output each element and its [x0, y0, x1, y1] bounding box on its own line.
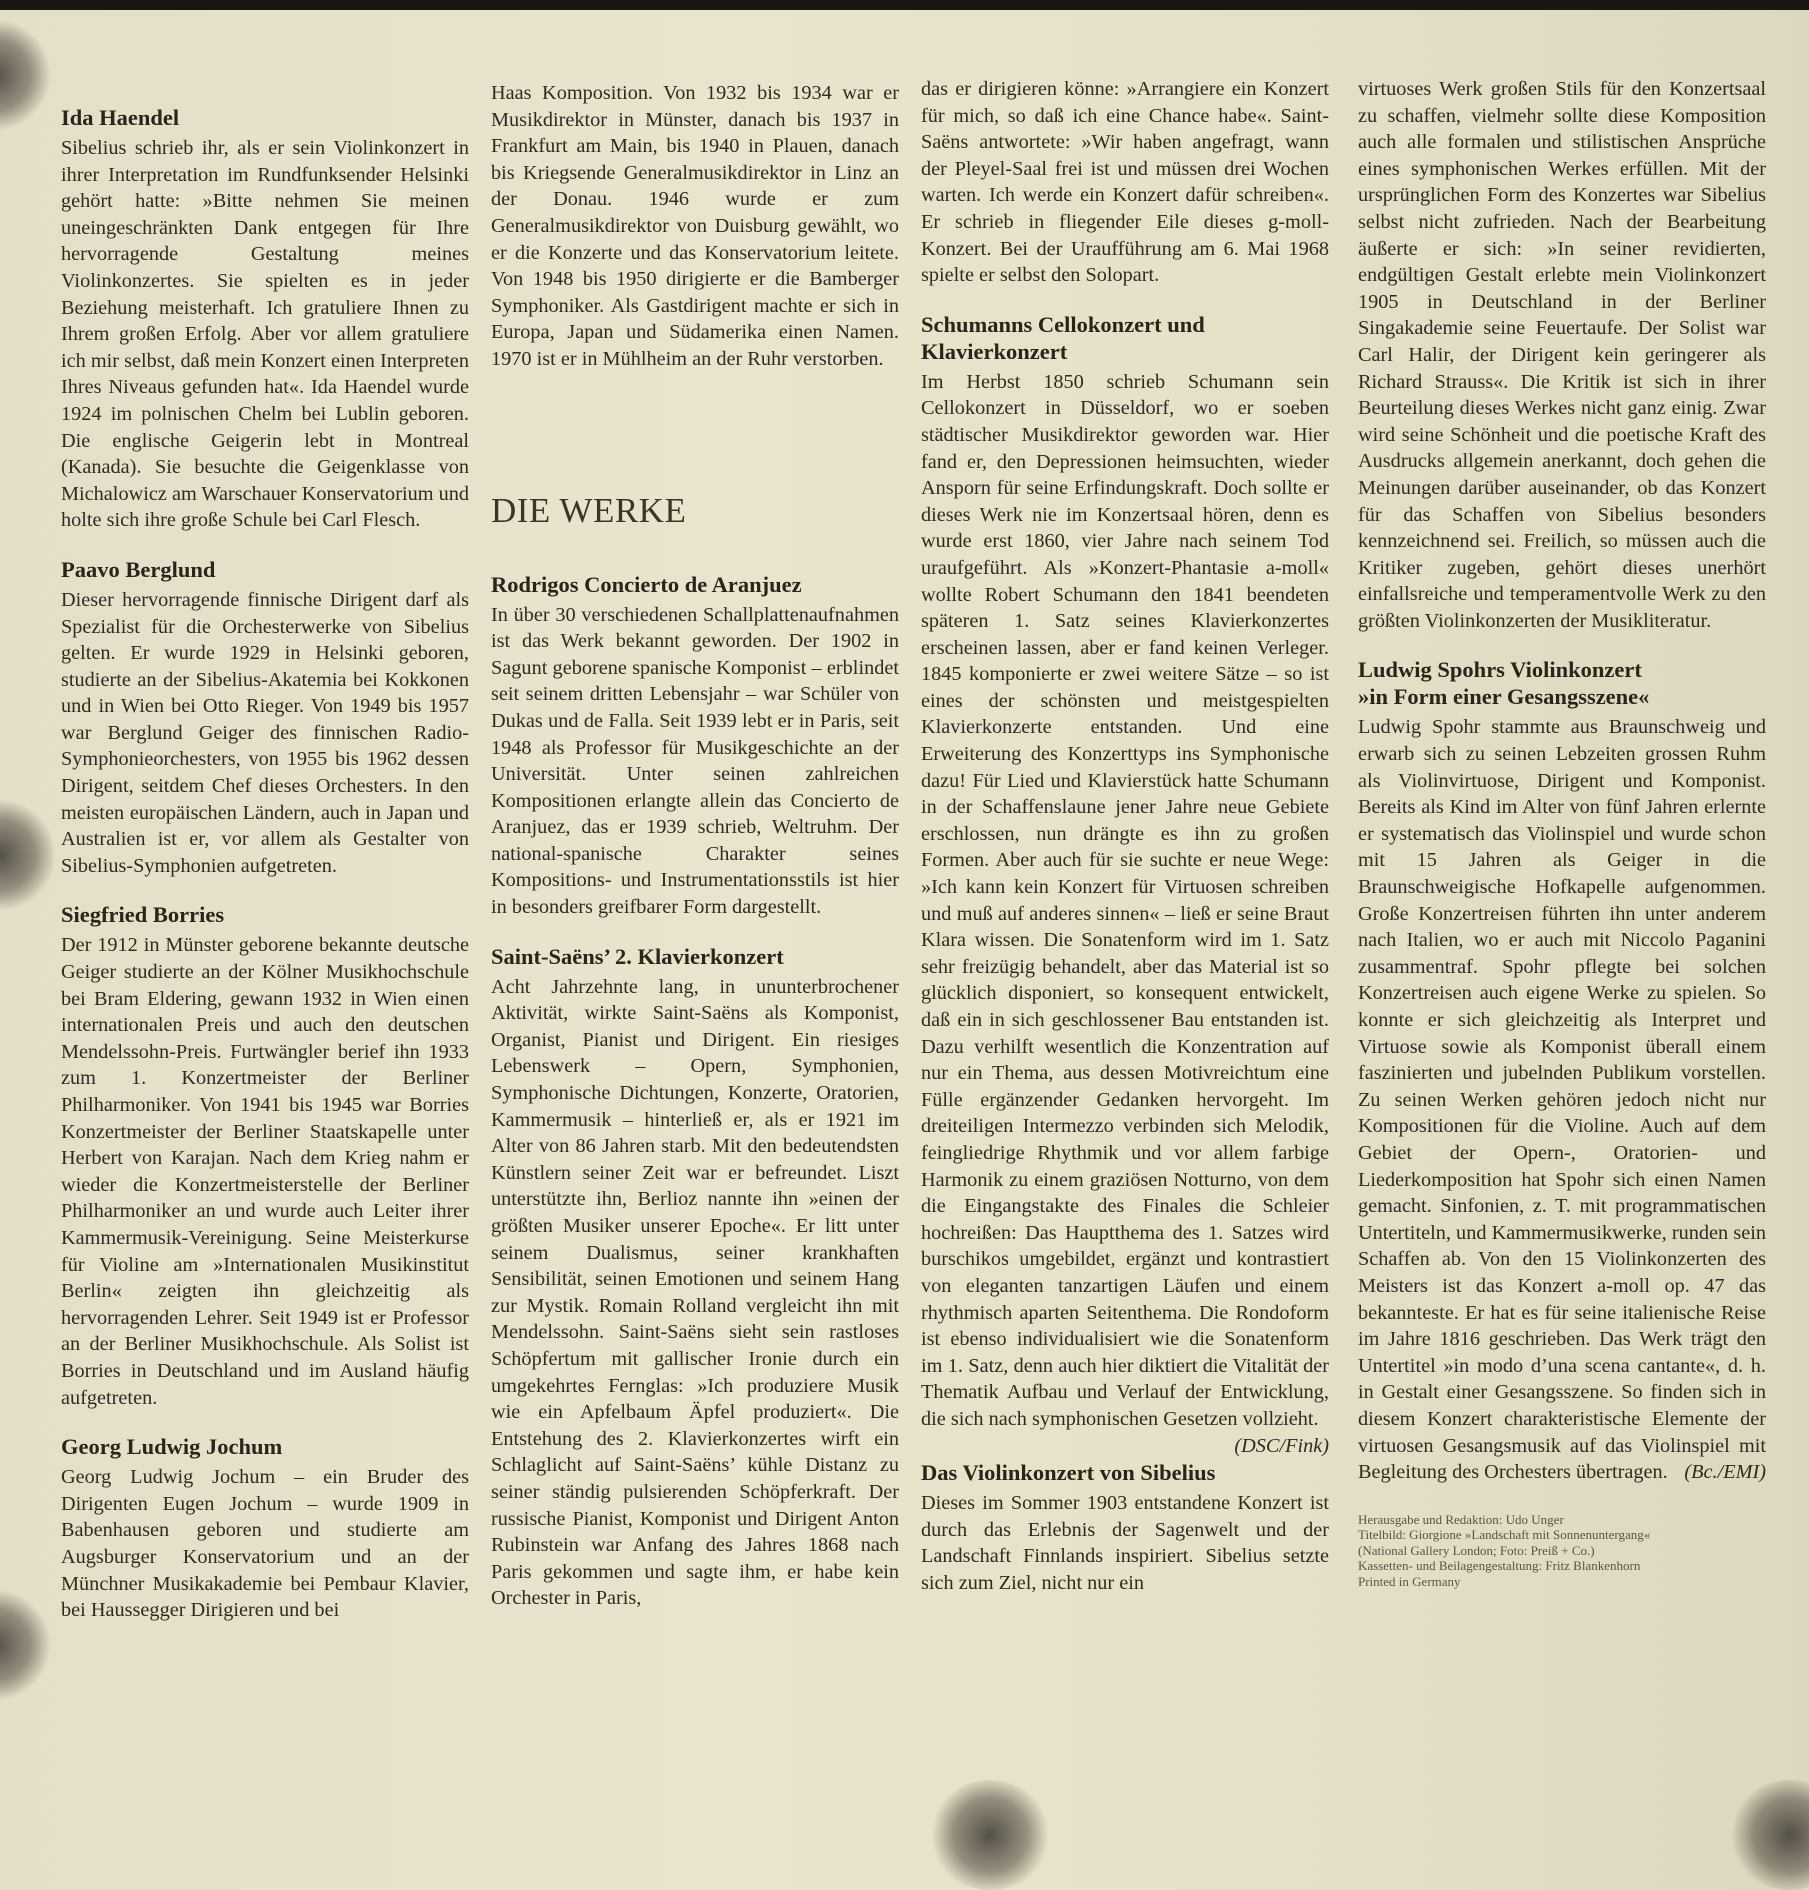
section-heading: Georg Ludwig Jochum	[61, 1434, 283, 1460]
section-heading: Paavo Berglund	[61, 556, 216, 582]
paragraph: Sibelius schrieb ihr, als er sein Violinkonzert in ihrer Interpretation im Rundfunksender Helsinki gehört hatte: »Bitte nehmen Sie meinen uneingeschränkten Dank entgegen für Ihre hervorragende Gestaltung meines Violinkonzertes. Sie spielten es in jeder Beziehung meisterhaft. Ich gratuliere Ihnen zu Ihrem großen Erfolg. Aber vor allem gratuliere ich mir selbst, daß mein Konzert einen Interpreten Ihres Niveaus gefunden hat«. Ida Haendel wurde 1924 im polnischen Chelm bei Lublin geboren. Die englische Geigerin lebt in Montreal (Kanada). Sie besuchte die Geigenklasse von Michalowicz am Warschauer Konservatorium und holte sich ihre große Schule bei Carl Flesch.	[61, 137, 469, 532]
work-saint-saens	[491, 943, 899, 1612]
column-4	[1358, 76, 1766, 1589]
work-sibelius	[921, 1459, 1329, 1596]
bio-paavo-berglund	[61, 556, 469, 880]
paragraph-text: Im Herbst 1850 schrieb Schumann sein Cellokonzert in Düsseldorf, wo er soeben städtischer Musikdirektor geworden war. Hier fand er, den Depressionen heimsuchten, wieder Ansporn für seine Erfindungskraft. Doch sollte er dieses Werk nie im Konzertsaal hören, denn es wurde erst 1860, vier Jahre nach seinem Tod uraufgeführt. Als »Konzert-Phantasie a-moll« wollte Robert Schumann den 1841 beendeten späteren 1. Satz seines Klavierkonzertes erscheinen lassen, aber er fand keinen Verleger. 1845 komponierte er zwei weitere Sätze – so ist eines der schönsten und meistgespielten Klavierkonzerte entstanden. Und eine Erweiterung des Konzerttyps ins Symphonische dazu! Für Lied und Klavierstück hatte Schumann in der Schaffenslaune jener Jahre neue Gebiete erschlossen, nun drängte es ihn zu großen Formen. Aber auch für sie suchte er neue Wege: »Ich kann kein Konzert für Virtuosen schreiben und muß auf anderes sinnen« – ließ er seine Braut Klara wissen. Die Sonatenform wird im 1. Satz sehr freizügig behandelt, aber das Material ist so glücklich disponiert, so konsequent entwickelt, daß ein in sich geschlossener Bau entstanden ist. Dazu verhilft wesentlich die Konzentration auf nur ein Thema, aus dessen Motivreichtum eine Fülle ergänzender Gedanken hervorgeht. Im dreiteiligen Intermezzo verbinden sich Melodik, feingliedrige Rhythmik und vor allem farbige Harmonik zu einem graziösen Notturno, von dem die Eingangstakte des Finales die Schleier hochreißen: Das Hauptthema des 1. Satzes wird burschikos umgebildet, ergänzt und kontrastiert von eleganten tanzartigen Läufen und einem rhythmisch aparten Seitenthema. Die Rondoform ist ebenso individualisiert wie die Sonatenform im 1. Satz, denn auch hier diktiert die Vitalität der Thematik Aufbau und Verlauf der Entwicklung, die sich nach symphonischen Gesetzen vollzieht.	[921, 370, 1329, 1430]
page-blemish	[930, 1780, 1050, 1890]
column-1	[61, 104, 469, 1624]
bio-georg-ludwig-jochum	[61, 1433, 469, 1624]
page-blemish	[0, 20, 50, 130]
paragraph: Der 1912 in Münster geborene bekannte deutsche Geiger studierte an der Kölner Musikhochschule bei Bram Eldering, gewann 1932 in Wien einen internationalen Preis und auch den deutschen Mendelssohn-Preis. Furtwängler berief ihn 1933 zum 1. Konzertmeister der Berliner Philharmoniker. Von 1941 bis 1945 war Borries Konzertmeister der Berliner Staatskapelle unter Herbert von Karajan. Nach dem Krieg nahm er wieder die Konzertmeisterstelle der Berliner Philharmoniker an und wurde auch Leiter ihrer Kammermusik-Vereinigung. Seine Meisterkurse für Violine am »Internationalen Musikinstitut Berlin« zeigten ihn gleichzeitig als hervorragenden Lehrer. Seit 1949 ist er Professor an der Berliner Musikhochschule. Als Solist ist Borries in Deutschland und im Ausland häufig aufgetreten.	[61, 934, 469, 1409]
credit-line: (National Gallery London; Foto: Preiß + Co.)	[1358, 1542, 1595, 1558]
section-heading: Ida Haendel	[61, 105, 180, 130]
credit-line: Titelbild: Giorgione »Landschaft mit Sonnenuntergang«	[1358, 1527, 1651, 1543]
section-heading: Das Violinkonzert von Sibelius	[921, 1460, 1216, 1486]
column-3	[921, 76, 1329, 1596]
work-schumann	[921, 311, 1329, 1457]
bio-ida-haendel	[61, 104, 469, 534]
section-title: DIE WERKE	[491, 490, 687, 530]
work-rodrigo	[491, 571, 899, 921]
paragraph: Dieser hervorragende finnische Dirigent darf als Spezialist für die Orchesterwerke von Sibelius gelten. Er wurde 1929 in Helsinki geboren, studierte an der Sibelius-Akatemia bei Kokkonen und in Wien bei Otto Rieger. Von 1949 bis 1957 war Berglund Geiger des finnischen Radio-Symphonieorchesters, von 1955 bis 1962 dessen Dirigent, seitdem Chef dieses Orchesters. In den meisten europäischen Ländern, auch in Japan und Australien ist er, vor allem als Gestalter von Sibelius-Symphonien aufgetreten.	[61, 588, 469, 877]
section-heading: Saint-Saëns’ 2. Klavierkonzert	[491, 943, 784, 969]
column-2	[491, 80, 899, 1612]
credit-line: Printed in Germany	[1358, 1573, 1461, 1589]
paragraph: Dieses im Sommer 1903 entstandene Konzert ist durch das Erlebnis der Sagenwelt und der Landschaft Finnlands inspiriert. Sibelius setzte sich zum Ziel, nicht nur ein	[921, 1492, 1329, 1594]
page-blemish	[0, 800, 55, 910]
paragraph	[1358, 714, 1766, 1485]
top-border	[0, 0, 1809, 10]
page-blemish	[0, 1590, 50, 1700]
paragraph: Acht Jahrzehnte lang, in ununterbrochener Aktivität, wirkte Saint-Saëns als Komponist, Organist, Pianist und Dirigent. Ein riesiges Lebenswerk – Opern, Symphonien, Symphonische Dichtungen, Konzerte, Oratorien, Kammermusik – hinterließ er, als er 1921 im Alter von 86 Jahren starb. Mit den bedeutendsten Künstlern seiner Zeit war er befreundet. Liszt unterstützte ihn, Berlioz nannte ihn »einen der größten Musiker unserer Epoche«. Er litt unter seinem Dualismus, seiner krankhaften Sensibilität, seinen Emotionen und seinem Hang zur Mystik. Romain Rolland vergleicht ihn mit Mendelssohn. Saint-Saëns sieht sein rastloses Schöpfertum mit gallischer Ironie durch ein umgekehrtes Fernglas: »Ich produziere Musik wie ein Apfelbaum Äpfel produziert«. Die Entstehung des 2. Klavierkonzertes wirft ein Schlaglicht auf Saint-Saëns’ kühle Distanz zu seiner ständig pulsierenden Schöpferkraft. Der russische Pianist, Komponist und Dirigent Anton Rubinstein war Anfang des Jahres 1868 nach Paris gekommen und sagte ihm, er habe kein Orchester in Paris,	[491, 975, 899, 1610]
paragraph: In über 30 verschiedenen Schallplattenaufnahmen ist das Werk bekannt geworden. Der 1902 in Sagunt geborene spanische Komponist – erblindet seit seinem dritten Lebensjahr – war Schüler von Dukas und de Falla. Seit 1939 lebt er in Paris, seit 1948 als Professor für Musikgeschichte an der Universität. Unter seinen zahlreichen Kompositionen erlangte allein das Concierto de Aranjuez, das er 1939 schrieb, Weltruhm. Der national-spanische Charakter seines Kompositions- und Instrumentationsstils ist hier in besonders greifbarer Form dargestellt.	[491, 603, 899, 919]
section-heading: Rodrigos Concierto de Aranjuez	[491, 571, 802, 597]
section-heading: Siegfried Borries	[61, 902, 225, 928]
author-signature: (DSC/Fink)	[1234, 1434, 1329, 1457]
page-blemish	[1730, 1780, 1809, 1890]
paragraph: virtuoses Werk großen Stils für den Konzertsaal zu schaffen, vielmehr sollte diese Komposition auch alle formalen und stilistischen Ansprüche eines symphonischen Werkes erfüllen. Mit der ursprünglichen Form des Konzertes war Sibelius selbst nicht zufrieden. Nach der Bearbeitung äußerte er sich: »In seiner revidierten, endgültigen Gestalt erlebte mein Violinkonzert 1905 in Deutschland in der Berliner Singakademie seine Feuertaufe. Der Solist war Carl Halir, der Dirigent kein geringerer als Richard Strauss«. Die Kritik ist sich in ihrer Beurteilung dieses Werkes nicht ganz einig. Zwar wird seine Schönheit und die poetische Kraft des Ausdrucks allgemein anerkannt, doch gehen die Meinungen darüber auseinander, ob das Konzert für das Schaffen von Sibelius besonders kennzeichnend sei. Freilich, so müssen auch die Kritiker zugeben, gehört dieses unerhört einfallsreiche und temperamentvolle Werk zu den größten Violinkonzerten der Musikliteratur.	[1358, 78, 1766, 632]
work-spohr	[1358, 656, 1766, 1485]
section-heading: Schumanns Cellokonzert und Klavierkonzert	[921, 311, 1205, 364]
paragraph: Haas Komposition. Von 1932 bis 1934 war er Musikdirektor in Münster, danach bis 1937 in Frankfurt am Main, bis 1940 in Plauen, danach bis Kriegsende Generalmusikdirektor in Linz an der Donau. 1946 wurde er zum Generalmusikdirektor von Duisburg gewählt, wo er die Konzerte und das Konservatorium leitete. Von 1948 bis 1950 dirigierte er die Bamberger Symphoniker. Als Gastdirigent machte er sich in Europa, Japan und Südamerika einen Namen. 1970 ist er in Mühlheim an der Ruhr verstorben.	[491, 82, 899, 370]
credits	[1358, 1512, 1766, 1590]
heading-line: »in Form einer Gesangsszene«	[1358, 684, 1650, 710]
paragraph: das er dirigieren könne: »Arrangiere ein Konzert für mich, so daß ich eine Chance habe«. Saint-Saëns antwortete: »Wir haben angefragt, wann der Pleyel-Saal frei ist und müssen drei Wochen warten. Ich werde ein Konzert dafür schreiben«. Er schrieb in fliegender Eile dieses g-moll-Konzert. Bei der Uraufführung am 6. Mai 1968 spielte er selbst den Solopart.	[921, 78, 1329, 287]
credit-line: Herausgabe und Redaktion: Udo Unger	[1358, 1511, 1564, 1527]
paragraph-text: Ludwig Spohr stammte aus Braunschweig und erwarb sich zu seinen Lebzeiten grossen Ruhm als Violinvirtuose, Dirigent und Komponist. Bereits als Kind im Alter von fünf Jahren erlernte er systematisch das Violinspiel und wurde schon mit 15 Jahren als Geiger in die Braunschweigische Hofkapelle aufgenommen. Große Konzertreisen führten ihn unter anderem nach Italien, wo er auch mit Niccolo Paganini zusammentraf. Spohr pflegte bei solchen Konzertreisen auch eigene Werke zu spielen. So konnte er sich gleichzeitig als Interpret und Virtuose sowie als Komponist überall einem faszinierten und jubelnden Publikum vorstellen. Zu seinen Werken gehören jedoch nicht nur Kompositionen für die Violine. Auch auf dem Gebiet der Opern-, Oratorien- und Liederkomposition hat Spohr sich einen Namen gemacht. Sinfonien, z. T. mit programmatischen Untertiteln, und Kammermusikwerke, runden sein Schaffen ab. Von den 15 Violinkonzerten des Meisters ist das Konzert a-moll op. 47 das bekannteste. Er hat es für seine italienische Reise im Jahre 1816 geschrieben. Das Werk trägt den Untertitel »in modo d’una scena cantante«, d. h. in Gestalt einer Gesangsszene. So finden sich in diesem Konzert charakteristische Elemente der virtuosen Gesangsmusik auf das Violinspiel mit Begleitung des Orchesters übertragen.	[1358, 716, 1766, 1484]
author-signature: (Bc./EMI)	[1684, 1461, 1766, 1484]
section-heading	[1358, 656, 1766, 710]
credit-line: Kassetten- und Beilagengestaltung: Fritz Blankenhorn	[1358, 1558, 1641, 1574]
bio-siegfried-borries	[61, 901, 469, 1411]
paragraph: Georg Ludwig Jochum – ein Bruder des Dirigenten Eugen Jochum – wurde 1909 in Babenhausen geboren und studierte am Augsburger Konservatorium und an der Münchner Musikakademie bei Pembaur Klavier, bei Haussegger Dirigieren und bei	[61, 1466, 469, 1622]
paragraph	[921, 369, 1329, 1457]
heading-line: Ludwig Spohrs Violinkonzert	[1358, 657, 1642, 683]
